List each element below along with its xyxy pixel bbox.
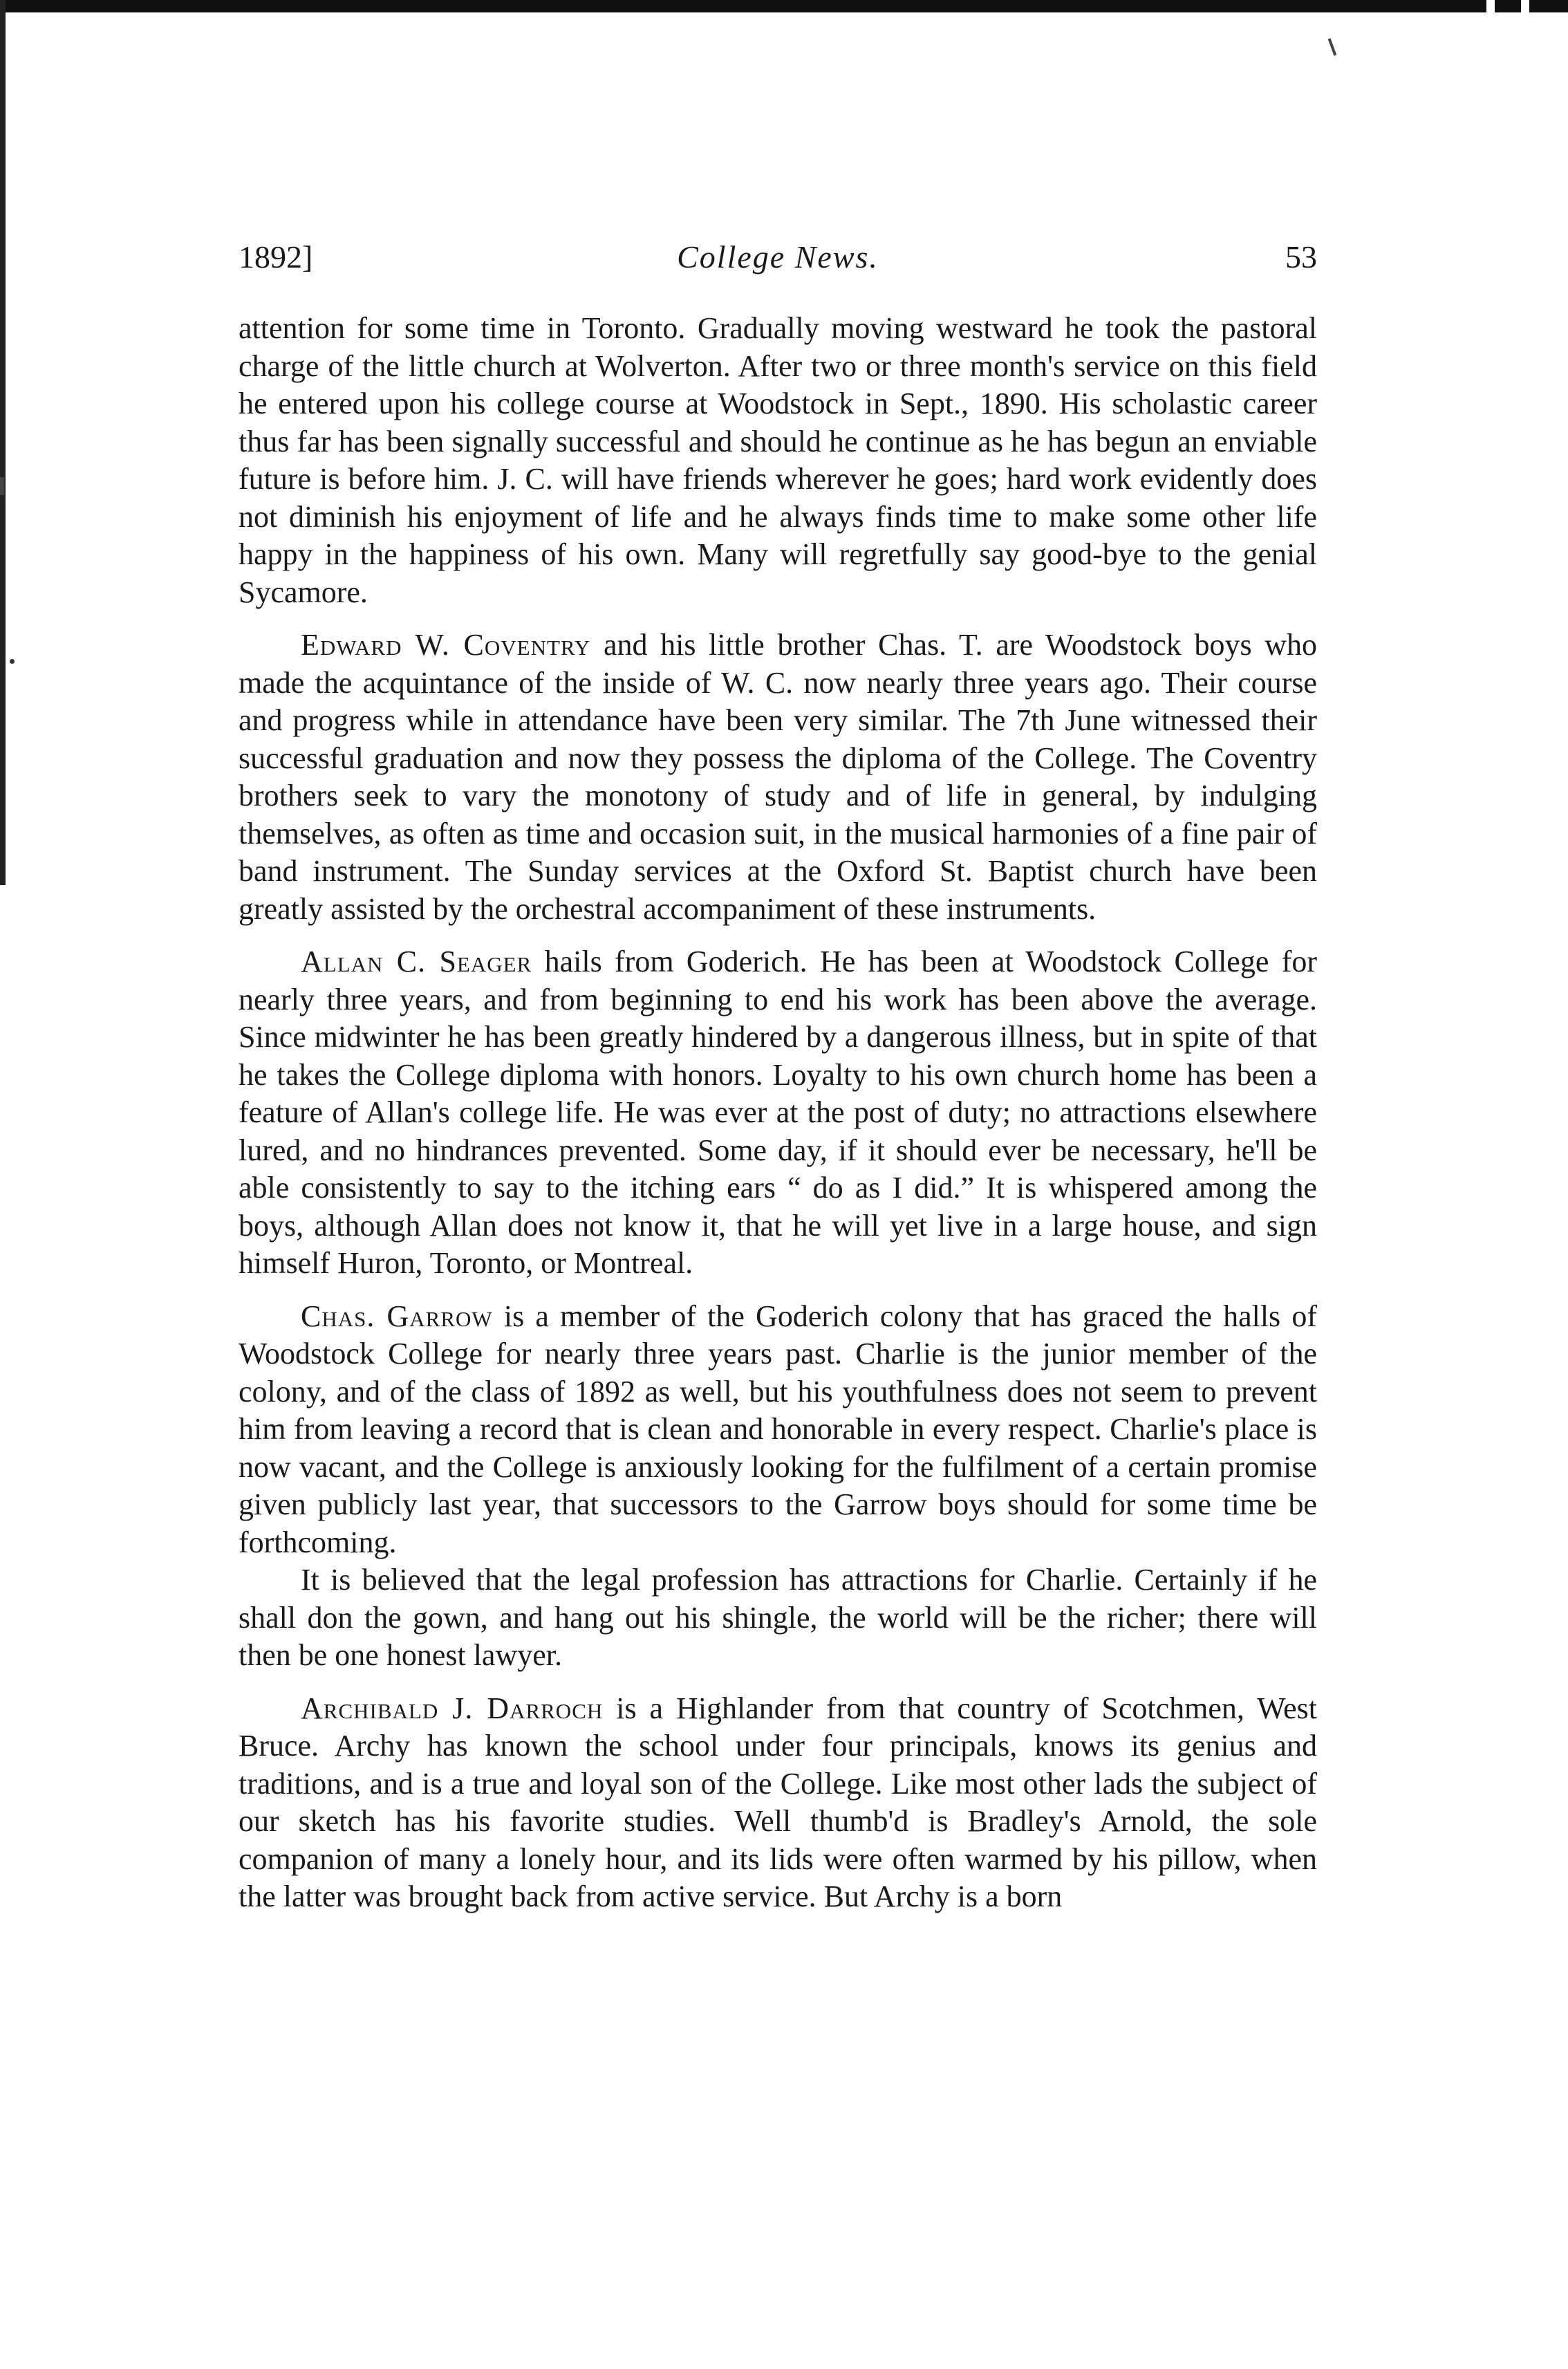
graduate-name: Archibald J. Darroch bbox=[301, 1691, 604, 1725]
paragraph bbox=[239, 1561, 1317, 1675]
scan-left-border bbox=[0, 0, 6, 885]
paragraph-text: and his little brother Chas. T. are Woodstock boys who made the acquintance of the inside of W. C. now nearly three years ago. Their course and progress while in attendance have been very similar. The 7th June witnessed their successful graduation and now they possess the diploma of the College. The Coventry brothers seek to vary the monotony of study and of life in general, by indulging themselves, as often as time and occasion suit, in the musical harmonies of a fine pair of band instrument. The Sunday services at the Oxford St. Baptist church have been greatly assisted by the orchestral accompaniment of these instruments. bbox=[239, 628, 1317, 926]
header-year: 1892] bbox=[239, 239, 313, 275]
graduate-name: Chas. Garrow bbox=[301, 1299, 493, 1333]
paragraph bbox=[239, 1690, 1317, 1916]
paragraph bbox=[239, 1298, 1317, 1562]
paragraph-text: attention for some time in Toronto. Gradually moving westward he took the pastoral charge of the little church at Wolverton. After two or three month's service on this field he entered upon his college course at Woodstock in Sept., 1890. His scholastic career thus far has been signally successful and should he continue as he has begun an enviable future is before him. J. C. will have friends wherever he goes; hard work evidently does not diminish his enjoyment of life and he always finds time to make some other life happy in the happiness of his own. Many will regretfully say good-bye to the genial Sycamore. bbox=[239, 311, 1317, 609]
article-body bbox=[239, 310, 1317, 1916]
paragraph-text: It is believed that the legal profession has attractions for Charlie. Certainly if he shall don the gown, and hang out his shingle, the world will be the richer; there will then be one honest lawyer. bbox=[239, 1563, 1317, 1672]
paragraph bbox=[239, 626, 1317, 928]
scan-mark bbox=[10, 659, 15, 664]
scan-top-border bbox=[0, 0, 1568, 12]
graduate-name: Allan C. Seager bbox=[301, 945, 532, 978]
scan-mark bbox=[0, 477, 4, 495]
paragraph-text: hails from Goderich. He has been at Woodstock College for nearly three years, and from beginning to end his work has been above the average. Since midwinter he has been greatly hindered by a dangerous illness, but in spite of that he takes the College diploma with honors. Loyalty to his own church home has been a feature of Allan's college life. He was ever at the post of duty; no attractions elsewhere lured, and no hindrances prevented. Some day, if it should ever be necessary, he'll be able consistently to say to the itching ears “ do as I did.” It is whispered among the boys, although Allan does not know it, that he will yet live in a large house, and sign himself Huron, Toronto, or Montreal. bbox=[239, 945, 1317, 1280]
graduate-name: Edward W. Coventry bbox=[301, 628, 591, 662]
paragraph bbox=[239, 943, 1317, 1283]
page-number: 53 bbox=[1285, 239, 1317, 275]
paragraph-text: is a Highlander from that country of Scotchmen, West Bruce. Archy has known the school under four principals, knows its genius and traditions, and is a true and loyal son of the College. Like most other lads the subject of our sketch has his favorite studies. Well thumb'd is Bradley's Arnold, the sole companion of many a lonely hour, and its lids were often warmed by his pillow, when the latter was brought back from active service. But Archy is a born bbox=[239, 1691, 1317, 1913]
scan-tick bbox=[1521, 0, 1529, 12]
scan-mark bbox=[1328, 38, 1337, 56]
paragraph-text: is a member of the Goderich colony that has graced the halls of Woodstock College for nearly three years past. Charlie is the junior member of the colony, and of the class of 1892 as well, but his youthfulness does not seem to prevent him from leaving a record that is clean and honorable in every respect. Charlie's place is now vacant, and the College is anxiously looking for the fulfilment of a certain promise given publicly last year, that successors to the Garrow boys should for some time be forthcoming. bbox=[239, 1299, 1317, 1559]
scan-tick bbox=[1486, 0, 1495, 12]
running-title: College News. bbox=[677, 239, 879, 275]
page-header bbox=[239, 239, 1317, 280]
paragraph bbox=[239, 310, 1317, 611]
